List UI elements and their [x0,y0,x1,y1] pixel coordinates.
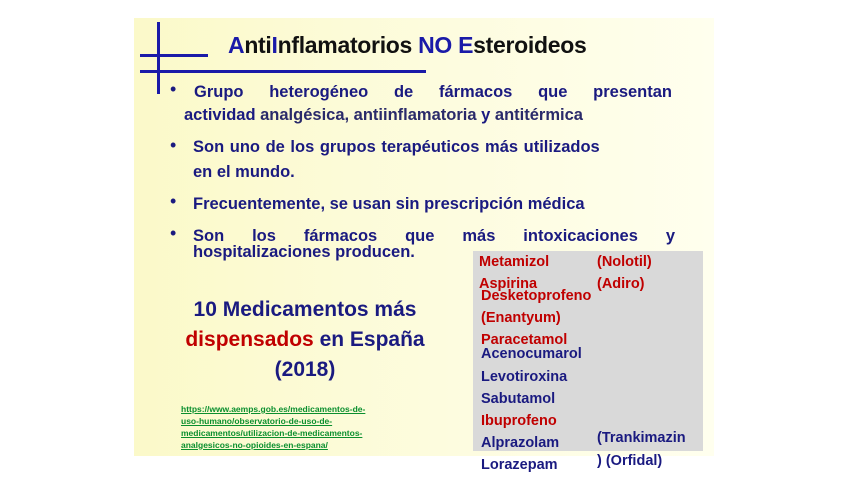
deco-horizontal-line-2 [140,70,426,73]
med-paracetamol: Paracetamol [481,332,568,348]
med-nolotil: (Nolotil) [597,254,652,270]
med-alprazolam: Alprazolam [481,435,560,451]
bullet-3: Frecuentemente, se usan sin prescripción médica [193,195,585,213]
bullet-4-line-1: Son los fármacos que más intoxicaciones y [193,227,675,245]
bullet-dot-1: • [170,79,177,99]
bullet-1-line-2 [184,103,583,128]
med-adiro: (Adiro) [597,276,645,292]
title-part-steroideos: steroideos [473,32,587,58]
bullet-dot-2: • [170,135,177,155]
title-part-nti: nti [244,32,272,58]
med-desketoprofeno: Desketoprofeno [481,288,592,304]
med-orfidal: ) (Orfidal) [597,453,663,469]
dispensed-line-1: 10 Medicamentos más [193,298,417,321]
med-enantyum: (Enantyum) [481,310,561,326]
title-cap-i: I [271,32,278,58]
title-cap-no: NO [418,32,453,58]
deco-horizontal-line-1 [140,54,208,57]
title-cap-a: A [228,32,245,58]
dispensed-line-2 [160,325,450,355]
source-link-line-1[interactable]: https://www.aemps.gob.es/medicamentos-de- [181,404,366,414]
source-link[interactable] [181,403,365,451]
source-link-line-3[interactable]: medicamentos/utilizacion-de-medicamentos- [181,428,363,438]
med-aspirina: Aspirina [479,276,538,292]
bullet-1-actividad: actividad [184,106,261,124]
title-part-nflamatorios: nflamatorios [277,32,419,58]
source-link-line-2[interactable]: uso-humano/observatorio-de-uso-de- [181,416,333,426]
med-ibuprofeno: Ibuprofeno [481,413,557,429]
source-link-line-4[interactable]: analgesicos-no-opioides-en-espana/ [181,440,328,450]
dispensed-in-spain: en España [313,328,425,351]
med-lorazepam: Lorazepam [481,457,558,473]
dispensed-heading [160,295,450,385]
bullet-1-analgesica: analgésica, antiinflamatoria [260,106,477,124]
dispensed-year: (2018) [274,358,336,381]
bullet-2-line-2: en el mundo. [193,163,295,181]
bullet-4-line-2: hospitalizaciones producen. [193,243,415,261]
bullet-dot-4: • [170,223,177,243]
med-levotiroxina: Levotiroxina [481,369,568,385]
bullet-1-antitermica: antitérmica [494,106,583,124]
bullet-2-line-1: Son uno de los grupos terapéuticos más utilizados [193,138,600,156]
title-cap-e: E [458,32,474,58]
bullet-1-y: y [476,106,495,124]
slide-title [228,32,587,59]
deco-vertical-line [157,22,160,94]
med-metamizol: Metamizol [479,254,550,270]
med-trankimazin: (Trankimazin [597,430,686,446]
bullet-dot-3: • [170,191,177,211]
med-acenocumarol: Acenocumarol [481,346,582,362]
dispensed-word: dispensados [185,328,314,351]
bullet-1-line-1: Grupo heterogéneo de fármacos que presentan [194,83,672,101]
med-sabutamol: Sabutamol [481,391,556,407]
